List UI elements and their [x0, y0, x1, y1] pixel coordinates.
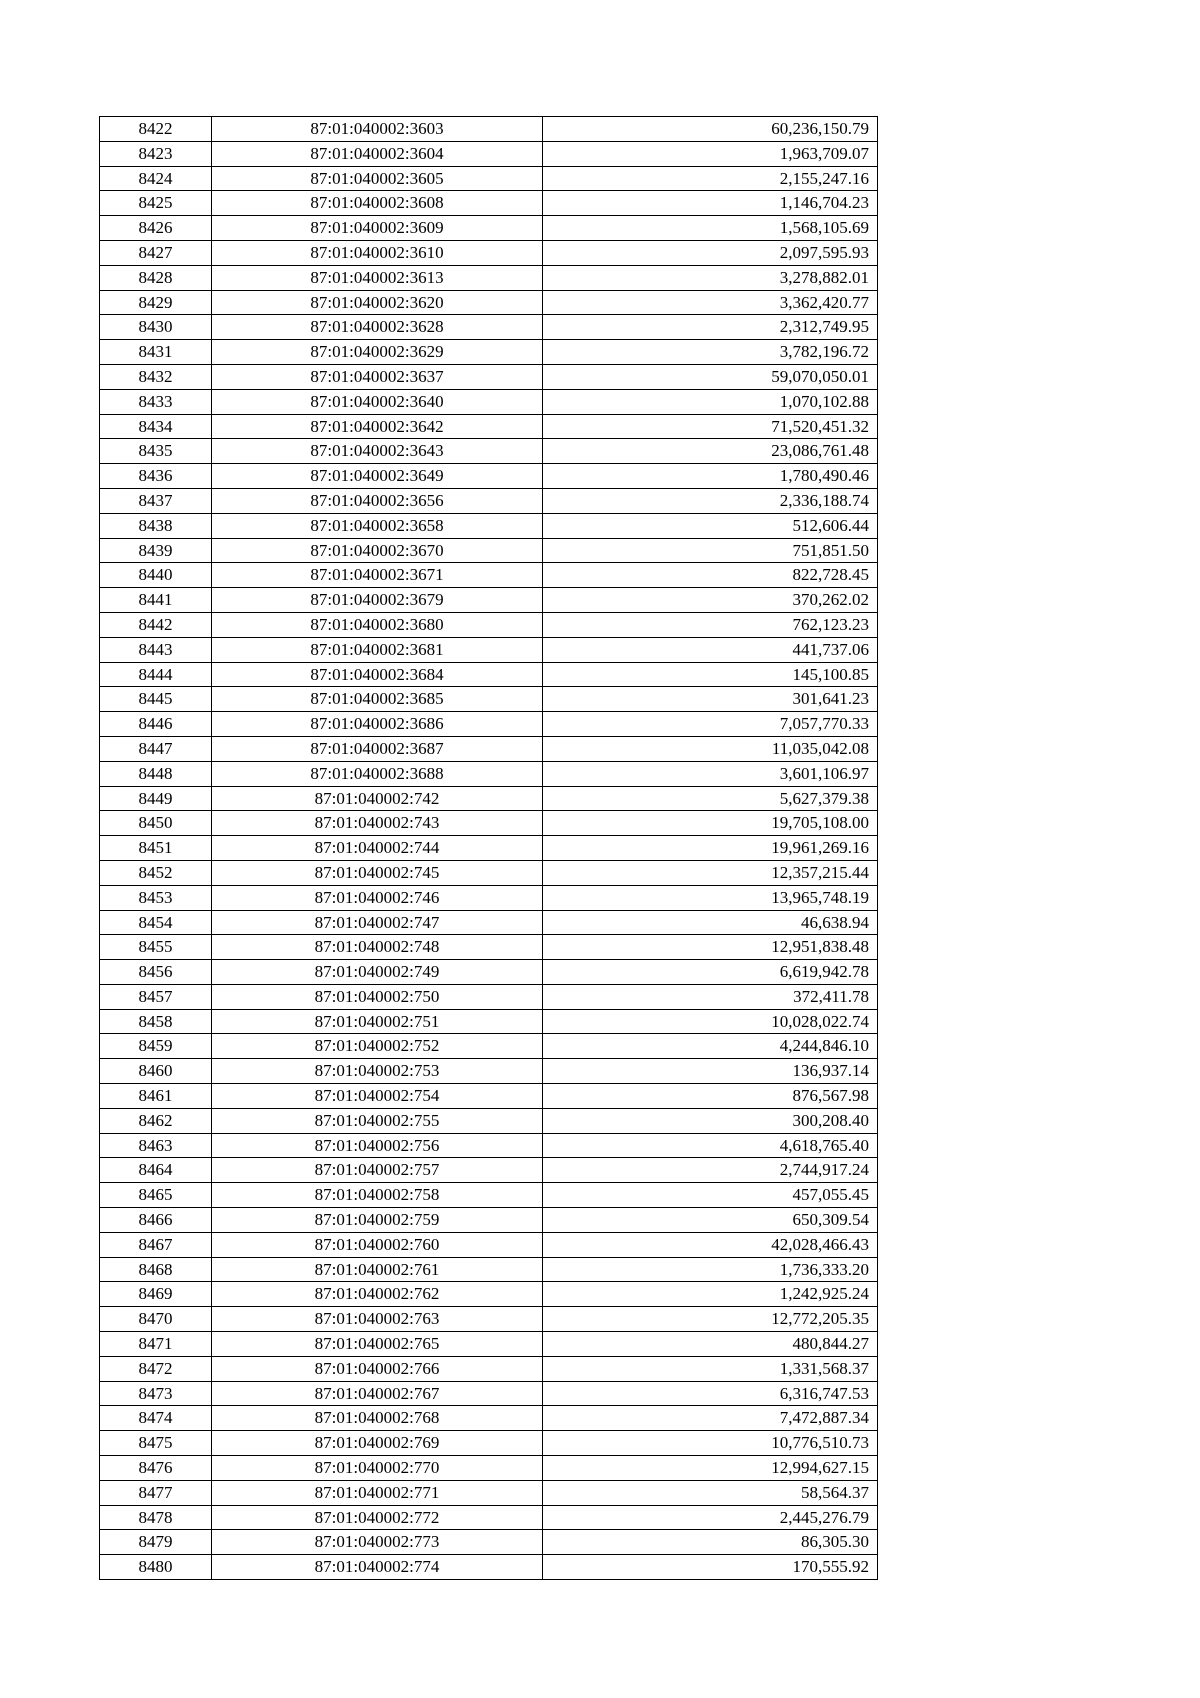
cadastral-number-cell: 87:01:040002:758: [212, 1183, 543, 1208]
row-number-cell: 8452: [100, 860, 212, 885]
row-number-cell: 8469: [100, 1282, 212, 1307]
table-row: [100, 712, 878, 737]
row-number-cell: 8447: [100, 736, 212, 761]
value-cell: 60,236,150.79: [543, 117, 878, 142]
table-row: [100, 216, 878, 241]
value-cell: 6,619,942.78: [543, 960, 878, 985]
table-row: [100, 1257, 878, 1282]
cadastral-number-cell: 87:01:040002:742: [212, 786, 543, 811]
cadastral-number-cell: 87:01:040002:3670: [212, 538, 543, 563]
value-cell: 1,963,709.07: [543, 141, 878, 166]
value-cell: 2,744,917.24: [543, 1158, 878, 1183]
row-number-cell: 8425: [100, 191, 212, 216]
table-row: [100, 1034, 878, 1059]
value-cell: 751,851.50: [543, 538, 878, 563]
row-number-cell: 8468: [100, 1257, 212, 1282]
value-cell: 3,782,196.72: [543, 340, 878, 365]
value-cell: 23,086,761.48: [543, 439, 878, 464]
row-number-cell: 8454: [100, 910, 212, 935]
table-row: [100, 141, 878, 166]
value-cell: 4,244,846.10: [543, 1034, 878, 1059]
cadastral-number-cell: 87:01:040002:761: [212, 1257, 543, 1282]
value-cell: 762,123.23: [543, 612, 878, 637]
value-cell: 12,357,215.44: [543, 860, 878, 885]
cadastral-number-cell: 87:01:040002:3628: [212, 315, 543, 340]
value-cell: 300,208.40: [543, 1108, 878, 1133]
table-row: [100, 1232, 878, 1257]
value-cell: 457,055.45: [543, 1183, 878, 1208]
cadastral-number-cell: 87:01:040002:3658: [212, 513, 543, 538]
row-number-cell: 8450: [100, 811, 212, 836]
row-number-cell: 8474: [100, 1406, 212, 1431]
cadastral-number-cell: 87:01:040002:3671: [212, 563, 543, 588]
cadastral-number-cell: 87:01:040002:744: [212, 836, 543, 861]
row-number-cell: 8439: [100, 538, 212, 563]
document-table-container: [99, 116, 878, 1580]
value-cell: 1,331,568.37: [543, 1356, 878, 1381]
row-number-cell: 8459: [100, 1034, 212, 1059]
row-number-cell: 8446: [100, 712, 212, 737]
row-number-cell: 8476: [100, 1456, 212, 1481]
table-row: [100, 1282, 878, 1307]
table-row: [100, 637, 878, 662]
value-cell: 145,100.85: [543, 662, 878, 687]
cadastral-number-cell: 87:01:040002:3620: [212, 290, 543, 315]
row-number-cell: 8433: [100, 389, 212, 414]
value-cell: 59,070,050.01: [543, 364, 878, 389]
row-number-cell: 8478: [100, 1505, 212, 1530]
row-number-cell: 8473: [100, 1381, 212, 1406]
cadastral-number-cell: 87:01:040002:3681: [212, 637, 543, 662]
table-row: [100, 1456, 878, 1481]
cadastral-number-cell: 87:01:040002:3649: [212, 464, 543, 489]
table-row: [100, 389, 878, 414]
value-cell: 58,564.37: [543, 1480, 878, 1505]
value-cell: 301,641.23: [543, 687, 878, 712]
row-number-cell: 8460: [100, 1059, 212, 1084]
row-number-cell: 8457: [100, 984, 212, 1009]
row-number-cell: 8448: [100, 761, 212, 786]
value-cell: 512,606.44: [543, 513, 878, 538]
value-cell: 3,362,420.77: [543, 290, 878, 315]
table-row: [100, 1183, 878, 1208]
row-number-cell: 8465: [100, 1183, 212, 1208]
table-row: [100, 786, 878, 811]
cadastral-number-cell: 87:01:040002:752: [212, 1034, 543, 1059]
cadastral-number-cell: 87:01:040002:748: [212, 935, 543, 960]
row-number-cell: 8442: [100, 612, 212, 637]
cadastral-number-cell: 87:01:040002:769: [212, 1431, 543, 1456]
table-row: [100, 811, 878, 836]
value-cell: 46,638.94: [543, 910, 878, 935]
row-number-cell: 8443: [100, 637, 212, 662]
value-cell: 4,618,765.40: [543, 1133, 878, 1158]
row-number-cell: 8440: [100, 563, 212, 588]
cadastral-number-cell: 87:01:040002:762: [212, 1282, 543, 1307]
table-row: [100, 1332, 878, 1357]
row-number-cell: 8472: [100, 1356, 212, 1381]
value-cell: 372,411.78: [543, 984, 878, 1009]
row-number-cell: 8432: [100, 364, 212, 389]
row-number-cell: 8424: [100, 166, 212, 191]
cadastral-number-cell: 87:01:040002:3688: [212, 761, 543, 786]
value-cell: 2,097,595.93: [543, 240, 878, 265]
cadastral-number-cell: 87:01:040002:3684: [212, 662, 543, 687]
value-cell: 42,028,466.43: [543, 1232, 878, 1257]
table-row: [100, 1059, 878, 1084]
row-number-cell: 8428: [100, 265, 212, 290]
value-cell: 480,844.27: [543, 1332, 878, 1357]
table-row: [100, 364, 878, 389]
cadastral-number-cell: 87:01:040002:760: [212, 1232, 543, 1257]
table-row: [100, 488, 878, 513]
value-cell: 822,728.45: [543, 563, 878, 588]
row-number-cell: 8458: [100, 1009, 212, 1034]
row-number-cell: 8479: [100, 1530, 212, 1555]
value-cell: 5,627,379.38: [543, 786, 878, 811]
row-number-cell: 8461: [100, 1084, 212, 1109]
value-cell: 13,965,748.19: [543, 885, 878, 910]
value-cell: 2,336,188.74: [543, 488, 878, 513]
row-number-cell: 8434: [100, 414, 212, 439]
cadastral-number-cell: 87:01:040002:3640: [212, 389, 543, 414]
table-row: [100, 1381, 878, 1406]
value-cell: 370,262.02: [543, 588, 878, 613]
cadastral-number-cell: 87:01:040002:3605: [212, 166, 543, 191]
value-cell: 650,309.54: [543, 1208, 878, 1233]
table-row: [100, 1356, 878, 1381]
value-cell: 6,316,747.53: [543, 1381, 878, 1406]
row-number-cell: 8449: [100, 786, 212, 811]
row-number-cell: 8466: [100, 1208, 212, 1233]
cadastral-number-cell: 87:01:040002:772: [212, 1505, 543, 1530]
cadastral-number-cell: 87:01:040002:770: [212, 1456, 543, 1481]
table-row: [100, 984, 878, 1009]
row-number-cell: 8427: [100, 240, 212, 265]
value-cell: 10,028,022.74: [543, 1009, 878, 1034]
table-row: [100, 290, 878, 315]
row-number-cell: 8455: [100, 935, 212, 960]
cadastral-value-table: [99, 116, 878, 1580]
cadastral-number-cell: 87:01:040002:3685: [212, 687, 543, 712]
table-row: [100, 191, 878, 216]
table-row: [100, 1084, 878, 1109]
value-cell: 170,555.92: [543, 1555, 878, 1580]
table-row: [100, 563, 878, 588]
cadastral-number-cell: 87:01:040002:3656: [212, 488, 543, 513]
row-number-cell: 8480: [100, 1555, 212, 1580]
value-cell: 12,994,627.15: [543, 1456, 878, 1481]
table-row: [100, 910, 878, 935]
cadastral-number-cell: 87:01:040002:3629: [212, 340, 543, 365]
table-row: [100, 736, 878, 761]
cadastral-number-cell: 87:01:040002:749: [212, 960, 543, 985]
cadastral-number-cell: 87:01:040002:755: [212, 1108, 543, 1133]
table-row: [100, 935, 878, 960]
cadastral-number-cell: 87:01:040002:765: [212, 1332, 543, 1357]
value-cell: 2,155,247.16: [543, 166, 878, 191]
table-row: [100, 1158, 878, 1183]
row-number-cell: 8430: [100, 315, 212, 340]
value-cell: 71,520,451.32: [543, 414, 878, 439]
cadastral-number-cell: 87:01:040002:756: [212, 1133, 543, 1158]
table-row: [100, 1431, 878, 1456]
row-number-cell: 8422: [100, 117, 212, 142]
value-cell: 12,951,838.48: [543, 935, 878, 960]
cadastral-number-cell: 87:01:040002:747: [212, 910, 543, 935]
table-row: [100, 464, 878, 489]
table-row: [100, 1133, 878, 1158]
row-number-cell: 8462: [100, 1108, 212, 1133]
row-number-cell: 8463: [100, 1133, 212, 1158]
value-cell: 1,736,333.20: [543, 1257, 878, 1282]
cadastral-number-cell: 87:01:040002:773: [212, 1530, 543, 1555]
table-row: [100, 761, 878, 786]
table-row: [100, 513, 878, 538]
table-row: [100, 414, 878, 439]
row-number-cell: 8470: [100, 1307, 212, 1332]
cadastral-number-cell: 87:01:040002:754: [212, 1084, 543, 1109]
table-row: [100, 588, 878, 613]
row-number-cell: 8436: [100, 464, 212, 489]
value-cell: 2,312,749.95: [543, 315, 878, 340]
cadastral-number-cell: 87:01:040002:3608: [212, 191, 543, 216]
cadastral-number-cell: 87:01:040002:3603: [212, 117, 543, 142]
table-row: [100, 315, 878, 340]
row-number-cell: 8429: [100, 290, 212, 315]
value-cell: 1,568,105.69: [543, 216, 878, 241]
row-number-cell: 8453: [100, 885, 212, 910]
row-number-cell: 8477: [100, 1480, 212, 1505]
value-cell: 441,737.06: [543, 637, 878, 662]
table-row: [100, 960, 878, 985]
cadastral-number-cell: 87:01:040002:3610: [212, 240, 543, 265]
value-cell: 1,146,704.23: [543, 191, 878, 216]
table-row: [100, 612, 878, 637]
table-row: [100, 1009, 878, 1034]
value-cell: 3,278,882.01: [543, 265, 878, 290]
cadastral-number-cell: 87:01:040002:774: [212, 1555, 543, 1580]
value-cell: 19,961,269.16: [543, 836, 878, 861]
value-cell: 7,472,887.34: [543, 1406, 878, 1431]
table-row: [100, 117, 878, 142]
row-number-cell: 8471: [100, 1332, 212, 1357]
table-row: [100, 1406, 878, 1431]
table-row: [100, 1530, 878, 1555]
value-cell: 19,705,108.00: [543, 811, 878, 836]
table-row: [100, 240, 878, 265]
value-cell: 86,305.30: [543, 1530, 878, 1555]
cadastral-number-cell: 87:01:040002:3679: [212, 588, 543, 613]
table-row: [100, 885, 878, 910]
cadastral-number-cell: 87:01:040002:3643: [212, 439, 543, 464]
row-number-cell: 8464: [100, 1158, 212, 1183]
table-row: [100, 1208, 878, 1233]
table-row: [100, 439, 878, 464]
cadastral-number-cell: 87:01:040002:767: [212, 1381, 543, 1406]
cadastral-number-cell: 87:01:040002:757: [212, 1158, 543, 1183]
cadastral-number-cell: 87:01:040002:771: [212, 1480, 543, 1505]
cadastral-number-cell: 87:01:040002:746: [212, 885, 543, 910]
cadastral-number-cell: 87:01:040002:753: [212, 1059, 543, 1084]
row-number-cell: 8437: [100, 488, 212, 513]
value-cell: 7,057,770.33: [543, 712, 878, 737]
table-row: [100, 1307, 878, 1332]
table-row: [100, 662, 878, 687]
table-row: [100, 687, 878, 712]
cadastral-number-cell: 87:01:040002:750: [212, 984, 543, 1009]
row-number-cell: 8456: [100, 960, 212, 985]
row-number-cell: 8451: [100, 836, 212, 861]
value-cell: 10,776,510.73: [543, 1431, 878, 1456]
row-number-cell: 8426: [100, 216, 212, 241]
row-number-cell: 8445: [100, 687, 212, 712]
value-cell: 2,445,276.79: [543, 1505, 878, 1530]
value-cell: 11,035,042.08: [543, 736, 878, 761]
table-row: [100, 836, 878, 861]
table-row: [100, 860, 878, 885]
value-cell: 12,772,205.35: [543, 1307, 878, 1332]
cadastral-number-cell: 87:01:040002:3680: [212, 612, 543, 637]
cadastral-number-cell: 87:01:040002:3609: [212, 216, 543, 241]
row-number-cell: 8444: [100, 662, 212, 687]
value-cell: 1,780,490.46: [543, 464, 878, 489]
cadastral-number-cell: 87:01:040002:745: [212, 860, 543, 885]
cadastral-number-cell: 87:01:040002:3637: [212, 364, 543, 389]
value-cell: 876,567.98: [543, 1084, 878, 1109]
table-row: [100, 340, 878, 365]
table-body: [100, 117, 878, 1580]
table-row: [100, 1505, 878, 1530]
cadastral-number-cell: 87:01:040002:3642: [212, 414, 543, 439]
cadastral-number-cell: 87:01:040002:759: [212, 1208, 543, 1233]
table-row: [100, 166, 878, 191]
row-number-cell: 8435: [100, 439, 212, 464]
cadastral-number-cell: 87:01:040002:766: [212, 1356, 543, 1381]
cadastral-number-cell: 87:01:040002:743: [212, 811, 543, 836]
value-cell: 136,937.14: [543, 1059, 878, 1084]
table-row: [100, 1108, 878, 1133]
cadastral-number-cell: 87:01:040002:763: [212, 1307, 543, 1332]
table-row: [100, 538, 878, 563]
row-number-cell: 8431: [100, 340, 212, 365]
row-number-cell: 8438: [100, 513, 212, 538]
row-number-cell: 8423: [100, 141, 212, 166]
table-row: [100, 1555, 878, 1580]
table-row: [100, 1480, 878, 1505]
cadastral-number-cell: 87:01:040002:3687: [212, 736, 543, 761]
cadastral-number-cell: 87:01:040002:3613: [212, 265, 543, 290]
cadastral-number-cell: 87:01:040002:751: [212, 1009, 543, 1034]
row-number-cell: 8441: [100, 588, 212, 613]
value-cell: 1,242,925.24: [543, 1282, 878, 1307]
cadastral-number-cell: 87:01:040002:3604: [212, 141, 543, 166]
cadastral-number-cell: 87:01:040002:3686: [212, 712, 543, 737]
value-cell: 1,070,102.88: [543, 389, 878, 414]
row-number-cell: 8467: [100, 1232, 212, 1257]
cadastral-number-cell: 87:01:040002:768: [212, 1406, 543, 1431]
value-cell: 3,601,106.97: [543, 761, 878, 786]
table-row: [100, 265, 878, 290]
row-number-cell: 8475: [100, 1431, 212, 1456]
